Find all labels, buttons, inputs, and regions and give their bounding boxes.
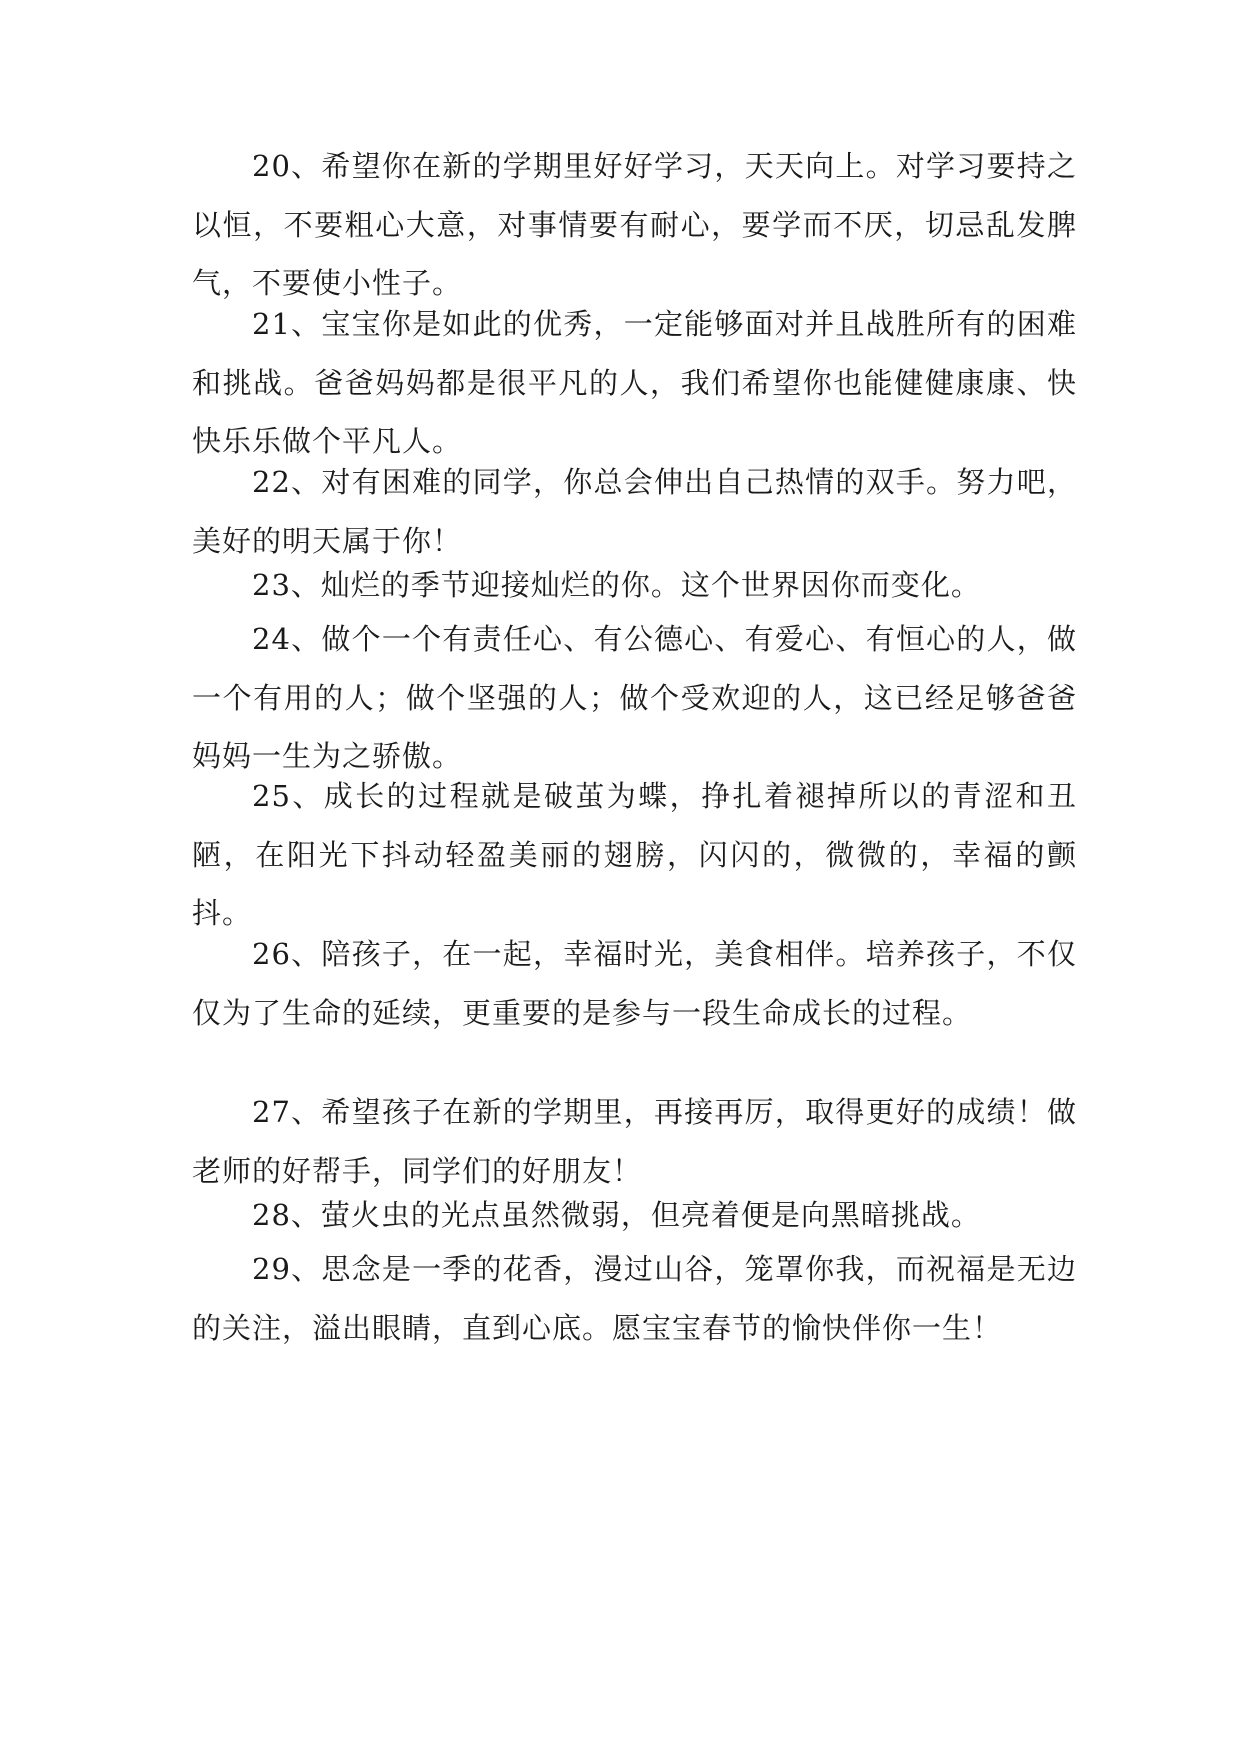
paragraph-24: 24、做个一个有责任心、有公德心、有爱心、有恒心的人，做一个有用的人；做个坚强的人；做个受欢迎的人，这已经足够爸爸妈妈一生为之骄傲。 xyxy=(192,622,1077,773)
paragraph-26: 26、陪孩子，在一起，幸福时光，美食相伴。培养孩子，不仅仅为了生命的延续，更重要的是参与一段生命成长的过程。 xyxy=(192,937,1077,1030)
paragraph-27: 27、希望孩子在新的学期里，再接再厉，取得更好的成绩！做老师的好帮手，同学们的好朋友！ xyxy=(192,1095,1077,1188)
paragraph-22: 22、对有困难的同学，你总会伸出自己热情的双手。努力吧，美好的明天属于你！ xyxy=(192,465,1077,558)
paragraph-28: 28、萤火虫的光点虽然微弱，但亮着便是向黑暗挑战。 xyxy=(252,1198,981,1232)
paragraph-20: 20、希望你在新的学期里好好学习，天天向上。对学习要持之以恒，不要粗心大意，对事情要有耐心，要学而不厌，切忌乱发脾气，不要使小性子。 xyxy=(192,149,1077,300)
paragraph-23: 23、灿烂的季节迎接灿烂的你。这个世界因你而变化。 xyxy=(252,568,981,602)
paragraph-29: 29、思念是一季的花香，漫过山谷，笼罩你我，而祝福是无边的关注，溢出眼睛，直到心底。愿宝宝春节的愉快伴你一生！ xyxy=(192,1252,1077,1345)
paragraph-25: 25、成长的过程就是破茧为蝶，挣扎着褪掉所以的青涩和丑陋，在阳光下抖动轻盈美丽的翅膀，闪闪的，微微的，幸福的颤抖。 xyxy=(192,779,1077,930)
paragraph-21: 21、宝宝你是如此的优秀，一定能够面对并且战胜所有的困难和挑战。爸爸妈妈都是很平凡的人，我们希望你也能健健康康、快快乐乐做个平凡人。 xyxy=(192,307,1077,458)
